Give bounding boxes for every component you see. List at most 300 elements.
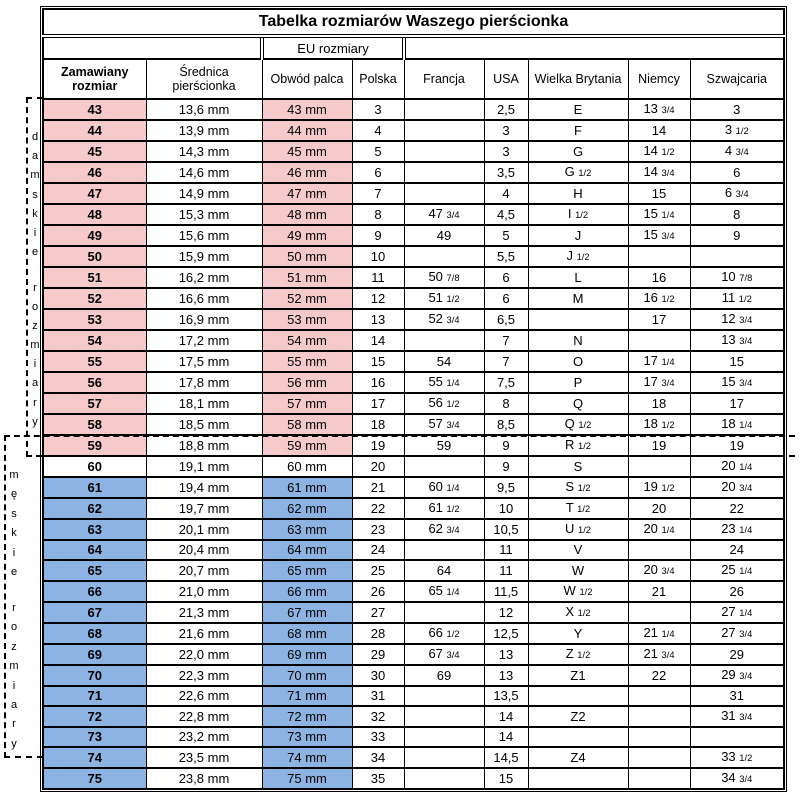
cell-switzerland: 3 1/2 [690,120,784,141]
cell-germany: 19 [628,435,690,456]
label-letter: m [30,169,40,182]
cell-switzerland: 3 [690,99,784,120]
cell-france [404,183,484,204]
label-letter: i [12,546,16,559]
cell-size: 72 [43,706,146,727]
cell-usa: 13 [484,644,528,665]
cell-circumference: 75 mm [262,768,352,789]
cell-usa: 3,5 [484,162,528,183]
label-letter: a [10,699,18,712]
cell-switzerland: 23 1/4 [690,519,784,540]
cell-switzerland: 15 [690,351,784,372]
cell-size: 69 [43,644,146,665]
cell-diameter: 18,1 mm [146,393,262,414]
cell-diameter: 21,3 mm [146,602,262,623]
cell-diameter: 14,3 mm [146,141,262,162]
cell-uk: Z2 [528,706,628,727]
cell-uk: E [528,99,628,120]
cell-diameter: 23,2 mm [146,727,262,747]
cell-diameter: 16,9 mm [146,309,262,330]
col-header-switzerland: Szwajcaria [690,59,784,99]
mens-section-bracket [4,435,43,758]
cell-germany: 13 3/4 [628,99,690,120]
cell-france: 65 1/4 [404,581,484,602]
cell-france: 66 1/2 [404,623,484,644]
eu-sizes-group-header: EU rozmiary [262,36,404,59]
cell-circumference: 50 mm [262,246,352,267]
label-letter: o [31,300,39,313]
label-letter: k [32,207,38,220]
cell-switzerland: 29 [690,644,784,665]
cell-usa: 12,5 [484,623,528,644]
cell-usa: 13,5 [484,686,528,706]
table-row [43,141,784,162]
cell-germany: 17 [628,309,690,330]
cell-uk: N [528,330,628,351]
cell-uk [528,686,628,706]
cell-uk: Z 1/2 [528,644,628,665]
cell-size: 68 [43,623,146,644]
cell-diameter: 19,7 mm [146,498,262,519]
label-letter: m [30,339,40,352]
table-row [43,768,784,789]
cell-circumference: 71 mm [262,686,352,706]
cell-france: 57 3/4 [404,414,484,435]
cell-germany [628,727,690,747]
cell-poland: 9 [352,225,404,246]
label-letter: m [9,660,19,673]
cell-france: 47 3/4 [404,204,484,225]
cell-germany: 15 [628,183,690,204]
cell-germany: 16 [628,267,690,288]
cell-france [404,602,484,623]
label-letter: a [31,377,39,390]
cell-usa: 9 [484,435,528,456]
cell-uk: S 1/2 [528,477,628,498]
cell-poland: 13 [352,309,404,330]
cell-switzerland: 18 1/4 [690,414,784,435]
cell-uk: Q [528,393,628,414]
cell-size: 55 [43,351,146,372]
cell-circumference: 52 mm [262,288,352,309]
label-letter: e [10,566,18,579]
table-row [43,581,784,602]
cell-germany: 19 1/2 [628,477,690,498]
cell-usa: 9,5 [484,477,528,498]
cell-diameter: 15,6 mm [146,225,262,246]
table-row [43,351,784,372]
cell-diameter: 23,8 mm [146,768,262,789]
cell-circumference: 64 mm [262,540,352,560]
cell-germany [628,747,690,768]
cell-switzerland: 20 3/4 [690,477,784,498]
cell-circumference: 55 mm [262,351,352,372]
cell-switzerland: 20 1/4 [690,456,784,477]
cell-usa: 7 [484,330,528,351]
cell-switzerland: 13 3/4 [690,330,784,351]
cell-circumference: 60 mm [262,456,352,477]
table-row [43,246,784,267]
cell-diameter: 13,6 mm [146,99,262,120]
cell-france: 52 3/4 [404,309,484,330]
size-conversion-table [42,8,785,790]
cell-france: 61 1/2 [404,498,484,519]
table-row [43,498,784,519]
table-row [43,477,784,498]
cell-uk: V [528,540,628,560]
cell-uk [528,768,628,789]
table-row [43,623,784,644]
cell-germany: 17 3/4 [628,372,690,393]
label-letter: i [12,679,16,692]
cell-switzerland: 34 3/4 [690,768,784,789]
label-letter: i [33,358,37,371]
cell-france [404,686,484,706]
cell-usa: 14,5 [484,747,528,768]
cell-size: 54 [43,330,146,351]
cell-germany: 18 [628,393,690,414]
cell-uk: J [528,225,628,246]
cell-size: 43 [43,99,146,120]
cell-poland: 33 [352,727,404,747]
cell-usa: 9 [484,456,528,477]
table-row [43,183,784,204]
cell-uk: I 1/2 [528,204,628,225]
cell-poland: 11 [352,267,404,288]
cell-poland: 14 [352,330,404,351]
cell-size: 47 [43,183,146,204]
cell-circumference: 48 mm [262,204,352,225]
cell-uk: J 1/2 [528,246,628,267]
cell-usa: 13 [484,665,528,686]
cell-uk: F [528,120,628,141]
cell-france [404,162,484,183]
cell-switzerland: 26 [690,581,784,602]
cell-uk: Z4 [528,747,628,768]
cell-germany: 17 1/4 [628,351,690,372]
cell-circumference: 62 mm [262,498,352,519]
cell-poland: 17 [352,393,404,414]
cell-germany [628,540,690,560]
cell-switzerland: 8 [690,204,784,225]
cell-germany: 18 1/2 [628,414,690,435]
cell-usa: 3 [484,120,528,141]
cell-circumference: 73 mm [262,727,352,747]
cell-poland: 7 [352,183,404,204]
cell-france: 60 1/4 [404,477,484,498]
col-header-germany: Niemcy [628,59,690,99]
cell-usa: 4,5 [484,204,528,225]
cell-size: 52 [43,288,146,309]
eu-row-right-spacer [404,36,784,59]
cell-circumference: 70 mm [262,665,352,686]
cell-france [404,330,484,351]
cell-size: 44 [43,120,146,141]
cell-poland: 21 [352,477,404,498]
cell-poland: 6 [352,162,404,183]
table-row [43,309,784,330]
cell-switzerland: 25 1/4 [690,560,784,581]
cell-uk: S [528,456,628,477]
cell-france [404,540,484,560]
cell-circumference: 57 mm [262,393,352,414]
cell-uk: Q 1/2 [528,414,628,435]
col-header-poland: Polska [352,59,404,99]
cell-germany: 15 3/4 [628,225,690,246]
cell-diameter: 20,7 mm [146,560,262,581]
cell-germany: 22 [628,665,690,686]
cell-diameter: 14,9 mm [146,183,262,204]
cell-germany [628,246,690,267]
table-row [43,540,784,560]
table-row [43,393,784,414]
cell-germany: 14 [628,120,690,141]
cell-poland: 15 [352,351,404,372]
label-letter: s [32,188,38,201]
cell-circumference: 43 mm [262,99,352,120]
label-letter: e [31,246,39,259]
cell-circumference: 61 mm [262,477,352,498]
cell-uk: O [528,351,628,372]
cell-switzerland [690,727,784,747]
column-header-row [43,59,784,99]
cell-germany: 20 1/4 [628,519,690,540]
table-row [43,267,784,288]
cell-size: 70 [43,665,146,686]
cell-france: 64 [404,560,484,581]
cell-circumference: 44 mm [262,120,352,141]
cell-france: 55 1/4 [404,372,484,393]
table-row [43,665,784,686]
cell-usa: 15 [484,768,528,789]
table-row [43,686,784,706]
label-letter: a [31,150,39,163]
cell-germany: 16 1/2 [628,288,690,309]
cell-poland: 26 [352,581,404,602]
cell-poland: 3 [352,99,404,120]
col-header-great-britain: Wielka Brytania [528,59,628,99]
col-header-ordered-size: Zamawiany rozmiar [43,59,146,99]
cell-diameter: 22,3 mm [146,665,262,686]
cell-switzerland: 17 [690,393,784,414]
cell-uk: U 1/2 [528,519,628,540]
cell-diameter: 18,8 mm [146,435,262,456]
label-letter: k [11,527,17,540]
cell-switzerland: 29 3/4 [690,665,784,686]
cell-uk: G 1/2 [528,162,628,183]
cell-uk: Z1 [528,665,628,686]
cell-diameter: 21,6 mm [146,623,262,644]
col-header-ring-diameter: Średnica pierścionka [146,59,262,99]
cell-france [404,706,484,727]
cell-poland: 20 [352,456,404,477]
cell-circumference: 68 mm [262,623,352,644]
cell-diameter: 20,4 mm [146,540,262,560]
cell-usa: 7 [484,351,528,372]
label-letter: y [11,737,17,750]
label-letter: r [12,601,16,614]
cell-poland: 25 [352,560,404,581]
cell-usa: 10,5 [484,519,528,540]
cell-switzerland: 22 [690,498,784,519]
cell-usa: 11,5 [484,581,528,602]
title-row [43,9,784,36]
cell-uk: X 1/2 [528,602,628,623]
table-row [43,120,784,141]
label-letter: ę [10,488,18,501]
table-row [43,99,784,120]
cell-usa: 11 [484,540,528,560]
cell-poland: 35 [352,768,404,789]
cell-uk: M [528,288,628,309]
table-row [43,519,784,540]
cell-poland: 30 [352,665,404,686]
cell-france [404,246,484,267]
cell-size: 75 [43,768,146,789]
table-row [43,747,784,768]
cell-poland: 4 [352,120,404,141]
cell-circumference: 56 mm [262,372,352,393]
cell-germany: 20 3/4 [628,560,690,581]
cell-uk: H [528,183,628,204]
cell-poland: 19 [352,435,404,456]
cell-france [404,120,484,141]
cell-germany: 21 3/4 [628,644,690,665]
cell-switzerland: 27 1/4 [690,602,784,623]
cell-germany: 14 3/4 [628,162,690,183]
cell-switzerland: 9 [690,225,784,246]
mens-sizes-vertical-label [8,470,20,750]
cell-circumference: 72 mm [262,706,352,727]
cell-uk: T 1/2 [528,498,628,519]
cell-diameter: 17,8 mm [146,372,262,393]
cell-usa: 6 [484,267,528,288]
cell-size: 50 [43,246,146,267]
cell-usa: 5,5 [484,246,528,267]
cell-size: 57 [43,393,146,414]
cell-france [404,141,484,162]
label-letter: o [10,621,18,634]
cell-diameter: 19,4 mm [146,477,262,498]
col-header-finger-circumference: Obwód palca [262,59,352,99]
cell-france: 56 1/2 [404,393,484,414]
table-row [43,288,784,309]
label-letter: y [32,415,38,428]
cell-diameter: 17,5 mm [146,351,262,372]
cell-poland: 24 [352,540,404,560]
label-letter: r [33,396,37,409]
cell-size: 53 [43,309,146,330]
table-row [43,204,784,225]
cell-size: 63 [43,519,146,540]
cell-diameter: 16,2 mm [146,267,262,288]
cell-poland: 16 [352,372,404,393]
cell-germany: 20 [628,498,690,519]
cell-diameter: 20,1 mm [146,519,262,540]
cell-germany [628,602,690,623]
cell-poland: 10 [352,246,404,267]
cell-usa: 8 [484,393,528,414]
cell-size: 51 [43,267,146,288]
cell-france: 54 [404,351,484,372]
cell-diameter: 15,3 mm [146,204,262,225]
cell-usa: 11 [484,560,528,581]
cell-diameter: 14,6 mm [146,162,262,183]
cell-usa: 5 [484,225,528,246]
cell-usa: 6,5 [484,309,528,330]
cell-size: 66 [43,581,146,602]
eu-row-left-spacer [43,36,262,59]
cell-poland: 12 [352,288,404,309]
label-letter: m [9,469,19,481]
cell-france: 62 3/4 [404,519,484,540]
cell-switzerland: 31 3/4 [690,706,784,727]
cell-switzerland: 12 3/4 [690,309,784,330]
cell-france: 49 [404,225,484,246]
table-body [43,99,784,789]
cell-size: 62 [43,498,146,519]
label-letter: d [31,131,39,143]
col-header-france: Francja [404,59,484,99]
cell-usa: 8,5 [484,414,528,435]
cell-poland: 28 [352,623,404,644]
cell-circumference: 46 mm [262,162,352,183]
cell-usa: 2,5 [484,99,528,120]
cell-poland: 18 [352,414,404,435]
cell-switzerland: 11 1/2 [690,288,784,309]
ring-size-table [40,6,787,792]
cell-diameter: 15,9 mm [146,246,262,267]
cell-circumference: 74 mm [262,747,352,768]
cell-germany [628,456,690,477]
table-row [43,372,784,393]
eu-group-row [43,36,784,59]
cell-uk: P [528,372,628,393]
cell-circumference: 59 mm [262,435,352,456]
table-row [43,727,784,747]
cell-circumference: 45 mm [262,141,352,162]
cell-diameter: 22,8 mm [146,706,262,727]
cell-switzerland: 31 [690,686,784,706]
cell-france [404,99,484,120]
cell-size: 46 [43,162,146,183]
cell-circumference: 47 mm [262,183,352,204]
cell-poland: 5 [352,141,404,162]
cell-size: 71 [43,686,146,706]
cell-size: 61 [43,477,146,498]
cell-uk: L [528,267,628,288]
cell-usa: 4 [484,183,528,204]
table-row [43,435,784,456]
table-row [43,330,784,351]
cell-size: 73 [43,727,146,747]
cell-uk [528,727,628,747]
cell-uk [528,309,628,330]
cell-usa: 12 [484,602,528,623]
cell-france: 69 [404,665,484,686]
cell-diameter: 17,2 mm [146,330,262,351]
cell-france: 50 7/8 [404,267,484,288]
cell-circumference: 54 mm [262,330,352,351]
cell-size: 56 [43,372,146,393]
cell-switzerland: 33 1/2 [690,747,784,768]
cell-uk: Y [528,623,628,644]
cell-france: 67 3/4 [404,644,484,665]
col-header-usa: USA [484,59,528,99]
cell-diameter: 21,0 mm [146,581,262,602]
cell-uk: W [528,560,628,581]
cell-germany: 21 1/4 [628,623,690,644]
